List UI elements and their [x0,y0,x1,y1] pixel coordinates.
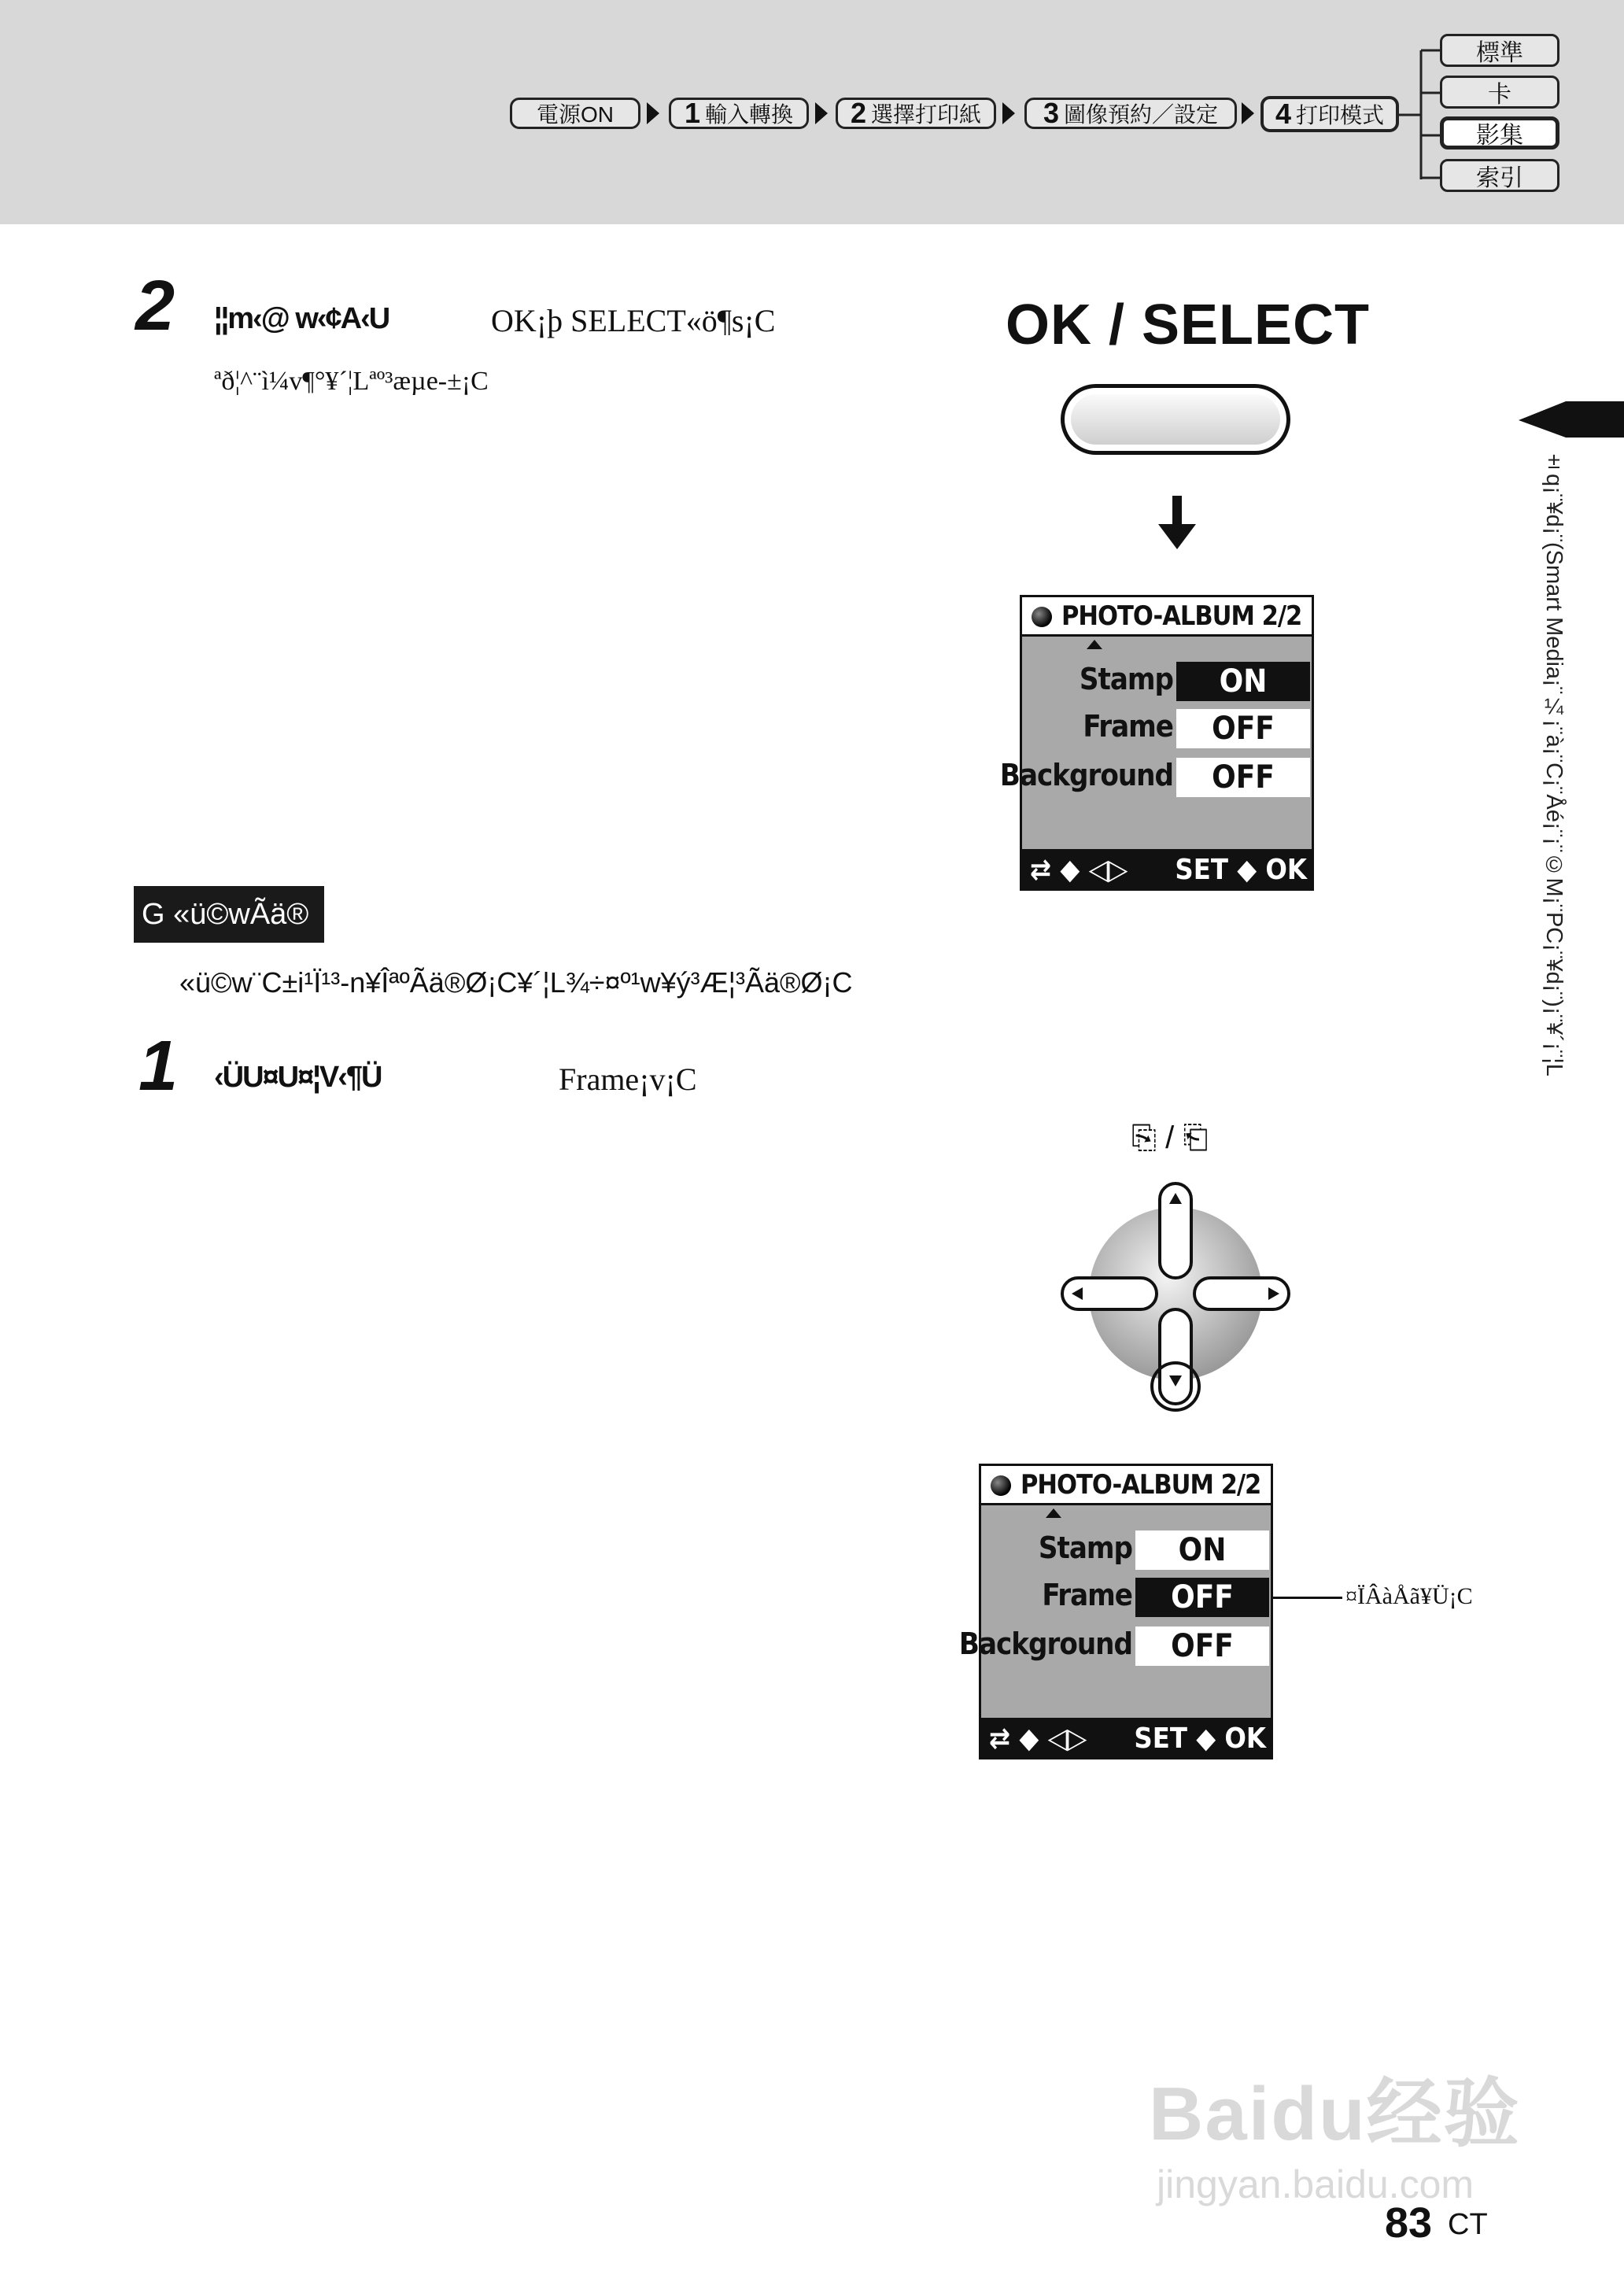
lcd-title-text: PHOTO-ALBUM 2/2 [1021,1468,1261,1501]
mode-card[interactable] [1440,76,1559,109]
lcd-row-value[interactable]: OFF [1135,1578,1269,1617]
lcd-footer [1022,849,1312,888]
lcd-row-label: Stamp [1079,662,1173,696]
lcd-row-value[interactable]: OFF [1176,758,1310,797]
lcd-title-text: PHOTO-ALBUM 2/2 [1061,600,1302,632]
page-lang: CT [1448,2208,1488,2241]
mode-index[interactable] [1440,159,1559,192]
step-2-heading: OK¡þ SELECT«ö¶s¡C [491,303,776,338]
mode-standard[interactable] [1440,34,1559,67]
breadcrumb-step-1[interactable] [669,98,809,129]
lcd-screen-2 [958,1464,1273,1759]
scroll-up-icon [1087,640,1102,649]
dpad-top-label: ⎘ / ⎗ [1131,1121,1209,1155]
watermark [1149,2054,1521,2207]
lcd-row-label: Frame [1083,709,1173,744]
lcd-row-value[interactable]: ON [1135,1531,1269,1570]
lcd-footer-set: SET ◆ OK [1134,1723,1266,1755]
dpad-control[interactable] [1059,1176,1292,1421]
lcd-footer-nav: ⇄ ◆ ◁▷ [1030,854,1128,886]
watermark-url: jingyan.baidu.com [1157,2162,1475,2206]
step-label: 打印模式 [1296,103,1385,127]
step-2-subtext: ªð¦^¨ì¼v¶°¥´¦Lªº³æµe-±¡C [214,367,489,396]
lcd-row-value[interactable]: OFF [1176,709,1310,748]
lcd-title-dot-icon [1032,607,1052,627]
watermark-brand: Baidu经验 [1149,2072,1521,2156]
step-label: 輸入轉換 [705,102,794,127]
lcd-footer-set: SET ◆ OK [1175,854,1307,886]
lcd-title-dot-icon [991,1475,1011,1496]
lcd-row-label: Stamp [1038,1531,1132,1565]
breadcrumb-step-4[interactable] [1260,96,1399,132]
mode-label: 標準 [1476,40,1523,66]
ok-select-button[interactable] [1061,384,1290,455]
breadcrumb-step-3[interactable] [1024,98,1237,129]
step-1-number: 1 [138,1027,179,1106]
step-number: 4 [1275,98,1291,130]
breadcrumb-step-2[interactable] [836,98,996,129]
note-tag: G «ü©wÃä® [134,886,324,943]
breadcrumb-power-label: 電源ON [536,102,614,127]
ok-select-label: OK / SELECT [1006,294,1371,356]
lcd-screen-1 [999,595,1314,891]
step-number: 2 [850,97,866,129]
breadcrumb-arrow-icon [647,102,659,124]
step-number: 1 [684,97,700,129]
side-tab-marker [1519,400,1624,439]
lcd-footer-nav: ⇄ ◆ ◁▷ [989,1723,1087,1755]
lcd-row-value[interactable]: ON [1176,662,1310,701]
step-2-number: 2 [135,267,175,345]
note-text: «ü©w¨C±i¹Ï¹³-n¥ÎªºÃä®Ø¡C¥´¦L¾÷¤º¹w¥ý³Æ¦³Ãä®Ø¡C [179,966,853,999]
lcd-row-value[interactable]: OFF [1135,1627,1269,1666]
step-1-heading-garbled: ‹ÜU¤U¤¦V‹¶Ü [214,1061,382,1094]
page-number: 83 [1385,2199,1433,2247]
step-label: 選擇打印紙 [871,102,982,127]
down-arrow-icon [1155,493,1199,552]
lcd-title [981,1466,1271,1505]
callout-line [1273,1597,1342,1599]
breadcrumb-arrow-icon [815,102,828,124]
header-band [0,0,1624,224]
lcd-row-label: Background [999,758,1173,792]
lcd-title [1022,597,1312,637]
step-2-heading-garbled: ¦¦m‹@ w‹¢A‹U [214,302,389,335]
breadcrumb-arrow-icon [1002,102,1015,124]
callout-text: ¤ÏÂàÅã¥Ü¡C [1345,1583,1473,1609]
lcd-row-label: Frame [1042,1578,1132,1612]
mode-label: 卡 [1488,82,1511,108]
breadcrumb-power-on[interactable] [510,98,640,129]
side-tab-text: ±q¡¨¥d¡¨(Smart Media¡¨¼¡¨à¡¨C¡¨Åé¡¨¡¨©M¡¨PC¡¨¥d¡¨)¡¨¥´¡¨¦L [1541,449,1567,1076]
step-1-heading: Frame¡v¡C [559,1062,697,1097]
breadcrumb-arrow-icon [1242,102,1254,124]
mode-label: 索引 [1476,165,1523,191]
lcd-footer [981,1718,1271,1757]
dpad-down-button[interactable] [1160,1309,1191,1404]
scroll-up-icon [1046,1508,1061,1518]
mode-album[interactable] [1440,116,1559,150]
step-label: 圖像預約／設定 [1064,102,1219,127]
lcd-row-label: Background [958,1627,1132,1661]
mode-bracket [1397,47,1445,189]
step-number: 3 [1043,97,1059,129]
mode-label: 影集 [1476,123,1523,149]
